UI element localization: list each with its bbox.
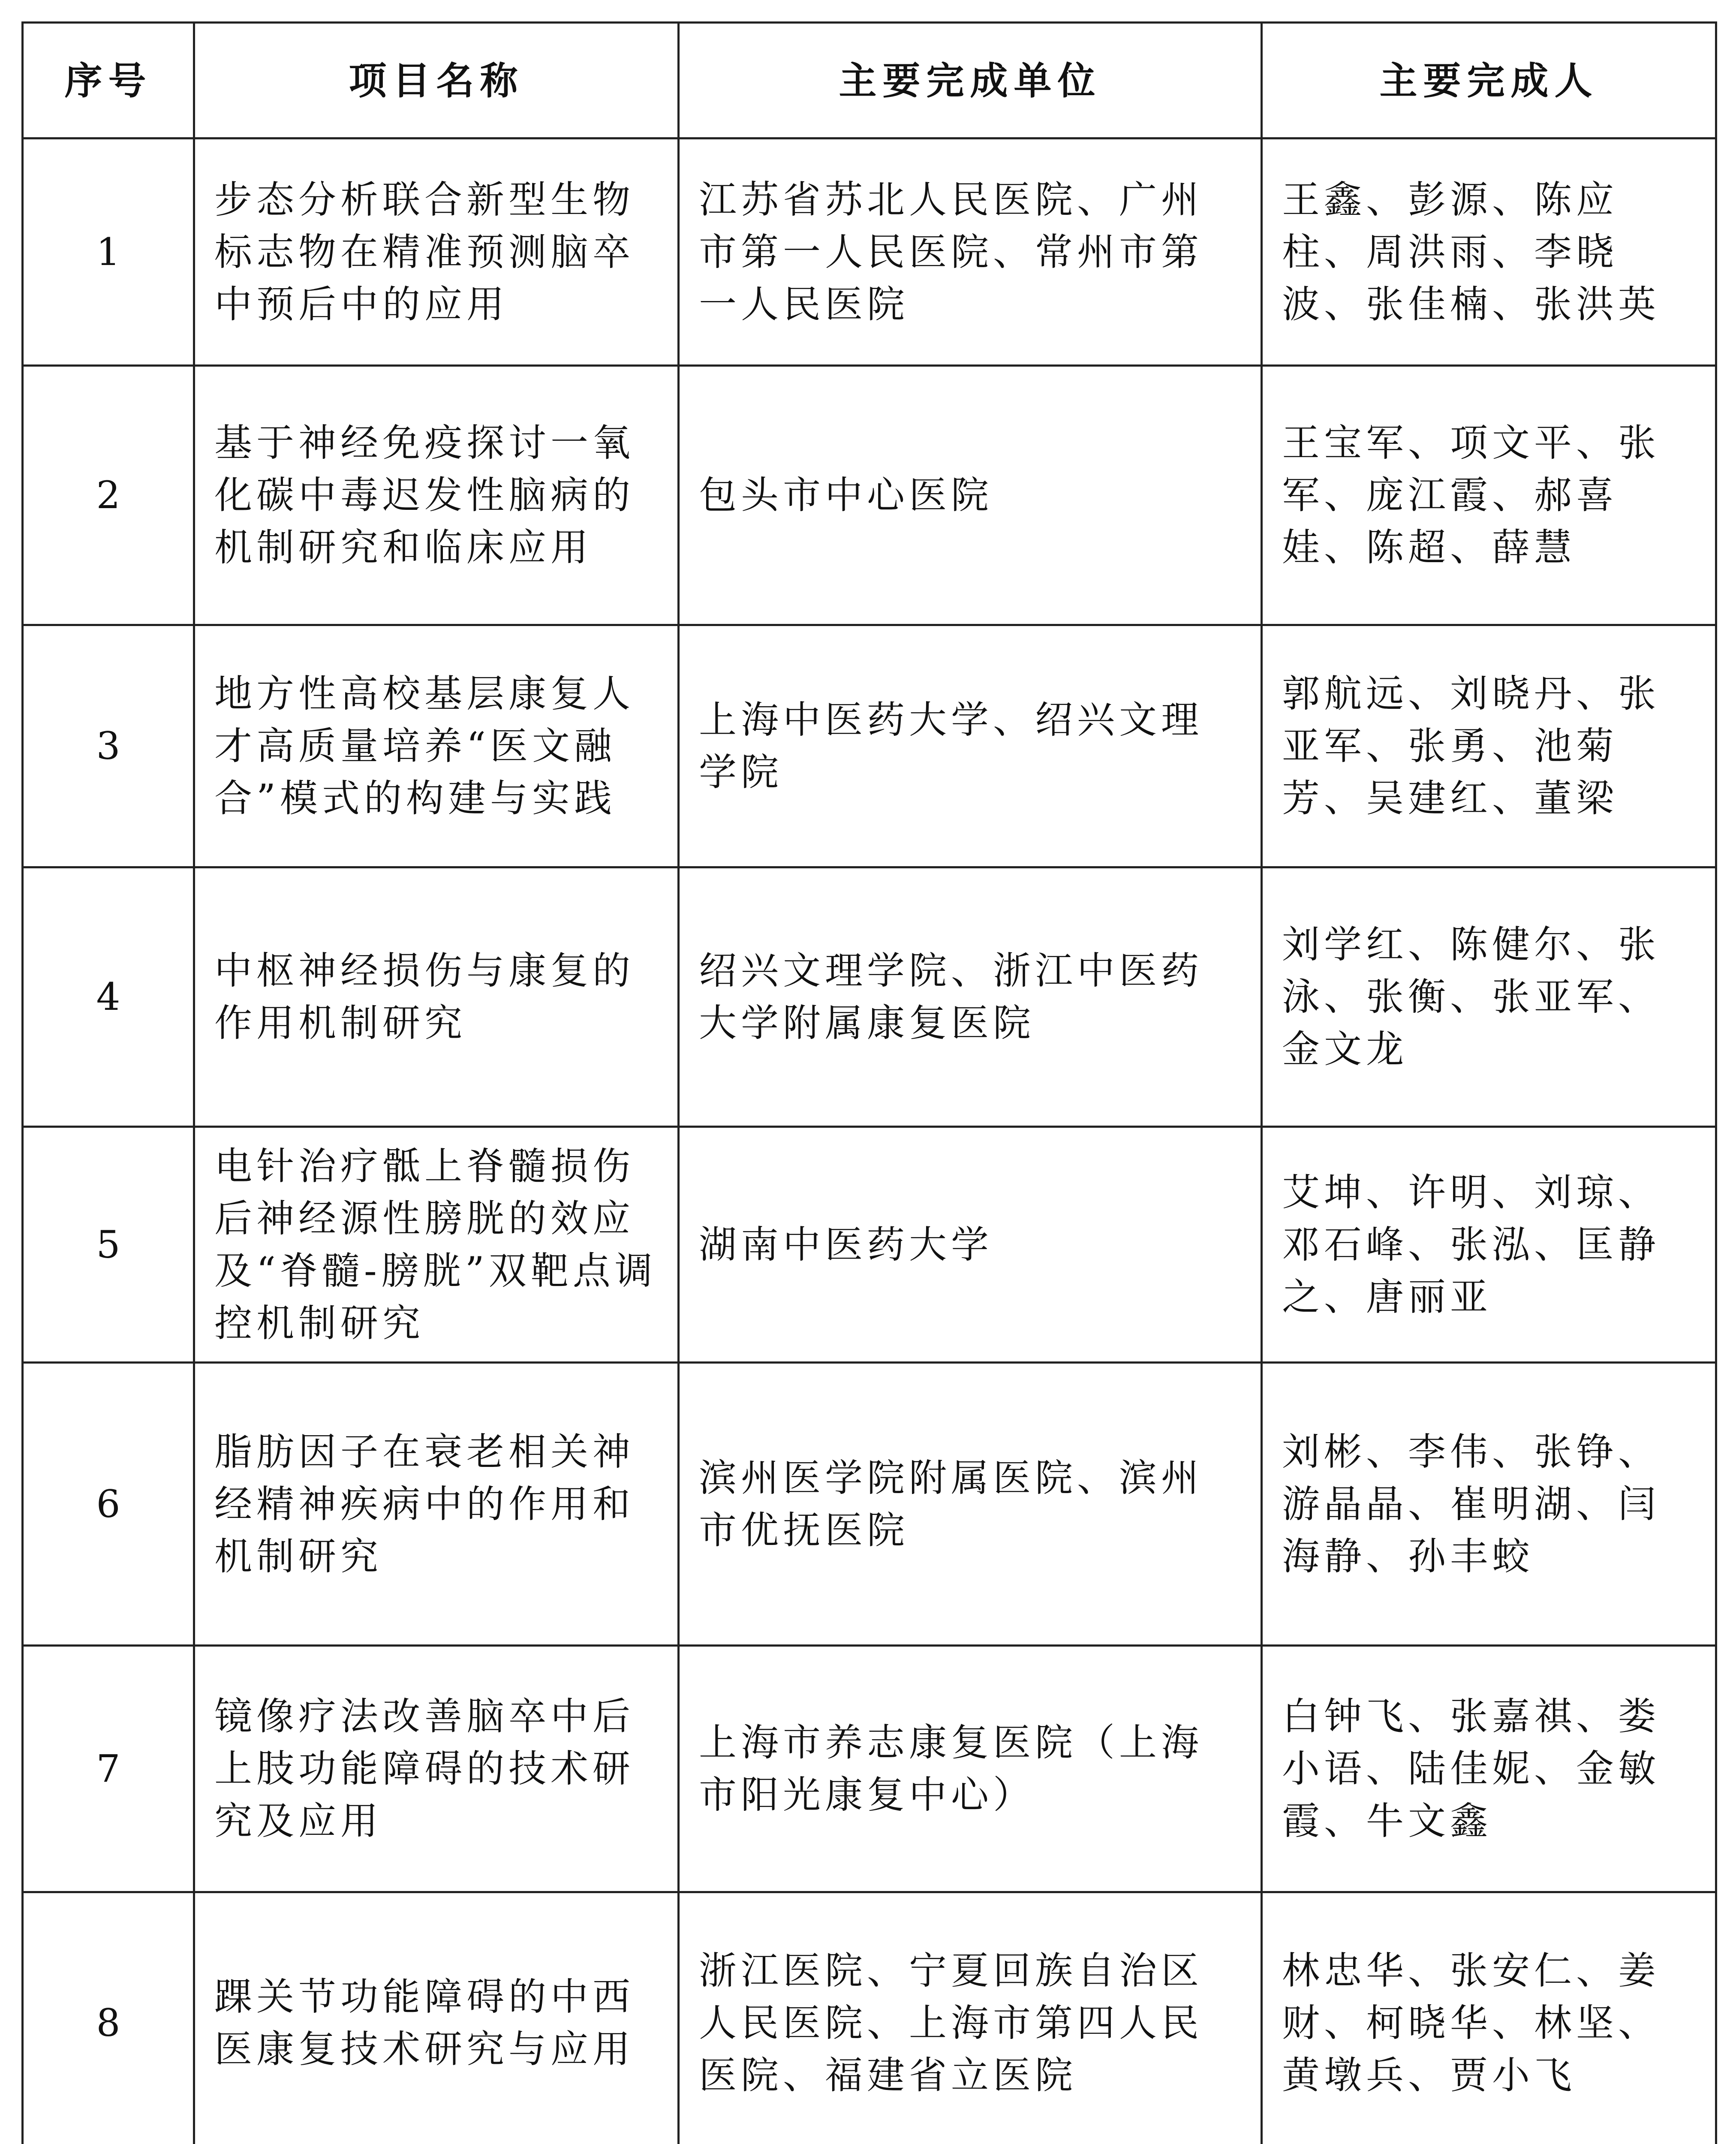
project-name: 镜像疗法改善脑卒中后上肢功能障碍的技术研究及应用 [194, 1646, 679, 1892]
main-unit: 滨州医学院附属医院、滨州市优抚医院 [679, 1363, 1262, 1646]
row-index: 1 [23, 139, 194, 366]
main-unit: 江苏省苏北人民医院、广州市第一人民医院、常州市第一人民医院 [679, 139, 1262, 366]
row-index: 5 [23, 1127, 194, 1363]
main-unit: 湖南中医药大学 [679, 1127, 1262, 1363]
project-name: 步态分析联合新型生物标志物在精准预测脑卒中预后中的应用 [194, 139, 679, 366]
header-row [23, 23, 1716, 139]
main-people: 王宝军、项文平、张军、庞江霞、郝喜娃、陈超、薛慧 [1262, 366, 1716, 625]
awards-table [21, 21, 1717, 2144]
header-project-name: 项目名称 [194, 23, 679, 139]
main-people: 王鑫、彭源、陈应柱、周洪雨、李晓波、张佳楠、张洪英 [1262, 139, 1716, 366]
header-index: 序号 [23, 23, 194, 139]
header-main-unit: 主要完成单位 [679, 23, 1262, 139]
table-row [23, 366, 1716, 625]
main-unit: 包头市中心医院 [679, 366, 1262, 625]
table-row [23, 1892, 1716, 2144]
main-unit: 上海市养志康复医院（上海市阳光康复中心） [679, 1646, 1262, 1892]
main-people: 刘彬、李伟、张铮、游晶晶、崔明湖、闫海静、孙丰蛟 [1262, 1363, 1716, 1646]
main-unit: 浙江医院、宁夏回族自治区人民医院、上海市第四人民医院、福建省立医院 [679, 1892, 1262, 2144]
row-index: 2 [23, 366, 194, 625]
table-row [23, 139, 1716, 366]
main-people: 刘学红、陈健尔、张泳、张衡、张亚军、金文龙 [1262, 867, 1716, 1127]
project-name: 中枢神经损伤与康复的作用机制研究 [194, 867, 679, 1127]
main-people: 林忠华、张安仁、姜财、柯晓华、林坚、黄墩兵、贾小飞 [1262, 1892, 1716, 2144]
row-index: 3 [23, 625, 194, 867]
row-index: 6 [23, 1363, 194, 1646]
project-name: 基于神经免疫探讨一氧化碳中毒迟发性脑病的机制研究和临床应用 [194, 366, 679, 625]
project-name: 踝关节功能障碍的中西医康复技术研究与应用 [194, 1892, 679, 2144]
row-index: 8 [23, 1892, 194, 2144]
project-name: 电针治疗骶上脊髓损伤后神经源性膀胱的效应及“脊髓-膀胱”双靶点调控机制研究 [194, 1127, 679, 1363]
project-name: 脂肪因子在衰老相关神经精神疾病中的作用和机制研究 [194, 1363, 679, 1646]
table-row [23, 1646, 1716, 1892]
row-index: 4 [23, 867, 194, 1127]
main-people: 白钟飞、张嘉祺、娄小语、陆佳妮、金敏霞、牛文鑫 [1262, 1646, 1716, 1892]
table-row [23, 1363, 1716, 1646]
table-row [23, 1127, 1716, 1363]
table-row [23, 625, 1716, 867]
table-row [23, 867, 1716, 1127]
project-name: 地方性高校基层康复人才高质量培养“医文融合”模式的构建与实践 [194, 625, 679, 867]
header-main-people: 主要完成人 [1262, 23, 1716, 139]
main-unit: 绍兴文理学院、浙江中医药大学附属康复医院 [679, 867, 1262, 1127]
main-people: 艾坤、许明、刘琼、邓石峰、张泓、匡静之、唐丽亚 [1262, 1127, 1716, 1363]
main-people: 郭航远、刘晓丹、张亚军、张勇、池菊芳、吴建红、董梁 [1262, 625, 1716, 867]
main-unit: 上海中医药大学、绍兴文理学院 [679, 625, 1262, 867]
row-index: 7 [23, 1646, 194, 1892]
